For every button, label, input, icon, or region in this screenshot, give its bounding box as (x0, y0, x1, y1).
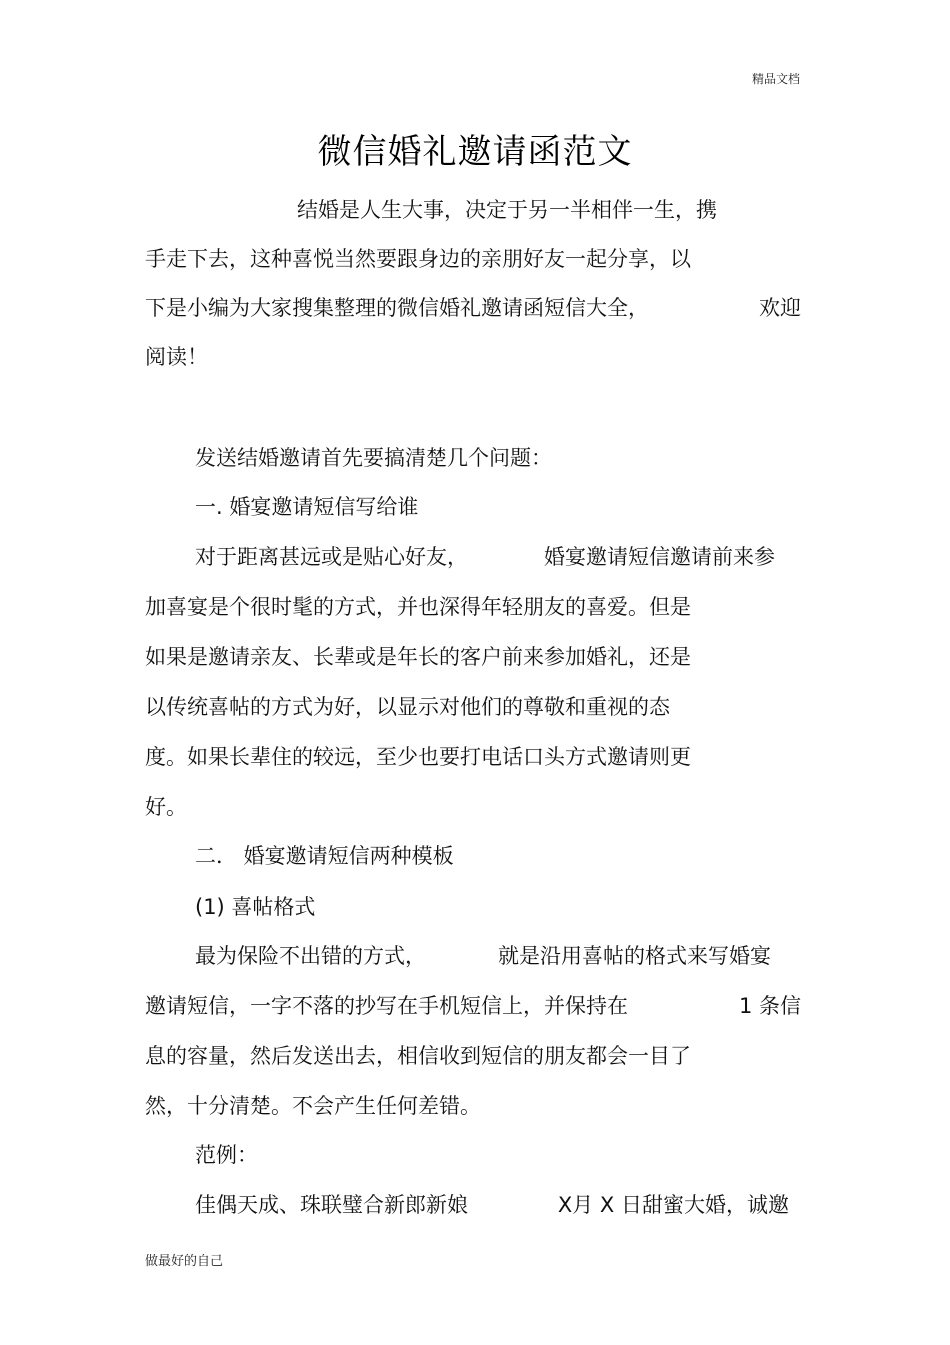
example-line-1 (195, 1191, 789, 1219)
para1-line-1-end: 婚宴邀请短信邀请前来参 (544, 545, 775, 569)
para1-line-3: 如果是邀请亲友、长辈或是年长的客户前来参加婚礼，还是 (145, 645, 691, 669)
para2-line-3: 息的容量，然后发送出去，相信收到短信的朋友都会一目了 (145, 1044, 691, 1068)
para1-line-1 (195, 543, 775, 571)
example-line-1-end: X月 X 日甜蜜大婚，诚邀 (557, 1193, 789, 1217)
intro-line-3-end: 欢迎 (759, 296, 801, 320)
para1-line-2: 加喜宴是个很时髦的方式，并也深得年轻朋友的喜爱。但是 (145, 595, 691, 619)
intro-line-2: 手走下去，这种喜悦当然要跟身边的亲朋好友一起分享，以 (145, 247, 691, 271)
para2-line-2 (145, 992, 801, 1020)
para1-line-5: 度。如果长辈住的较远，至少也要打电话口头方式邀请则更 (145, 745, 691, 769)
intro-line-3 (145, 294, 801, 322)
para1-line-1-text: 对于距离甚远或是贴心好友， (195, 545, 468, 569)
section-intro: 发送结婚邀请首先要搞清楚几个问题： (195, 446, 552, 470)
para2-line-2-end: 1 条信 (738, 994, 801, 1018)
document-title: 微信婚礼邀请函范文 (317, 132, 633, 172)
para1-line-4: 以传统喜帖的方式为好，以显示对他们的尊敬和重视的态 (145, 695, 670, 719)
heading-2: 二． 婚宴邀请短信两种模板 (195, 844, 454, 868)
example-label: 范例： (195, 1143, 258, 1167)
para2-line-2-text: 邀请短信，一字不落的抄写在手机短信上，并保持在 (145, 994, 628, 1018)
intro-line-4: 阅读！ (145, 345, 208, 369)
para2-line-1-text: 最为保险不出错的方式， (195, 944, 426, 968)
heading-1: 一. 婚宴邀请短信写给谁 (195, 495, 419, 519)
intro-line-3-text: 下是小编为大家搜集整理的微信婚礼邀请函短信大全， (145, 296, 649, 320)
intro-line-1: 结婚是人生大事，决定于另一半相伴一生，携 (297, 198, 717, 222)
header-note: 精品文档 (751, 72, 800, 86)
example-line-1-text: 佳偶天成、珠联璧合新郎新娘 (195, 1193, 468, 1217)
para2-line-1 (195, 942, 771, 970)
footer-note: 做最好的自己 (145, 1254, 224, 1269)
para2-line-1-end: 就是沿用喜帖的格式来写婚宴 (498, 944, 771, 968)
para1-line-6: 好。 (145, 795, 187, 819)
para2-line-4: 然，十分清楚。不会产生任何差错。 (145, 1094, 481, 1118)
subheading-1: (1) 喜帖格式 (195, 895, 316, 919)
